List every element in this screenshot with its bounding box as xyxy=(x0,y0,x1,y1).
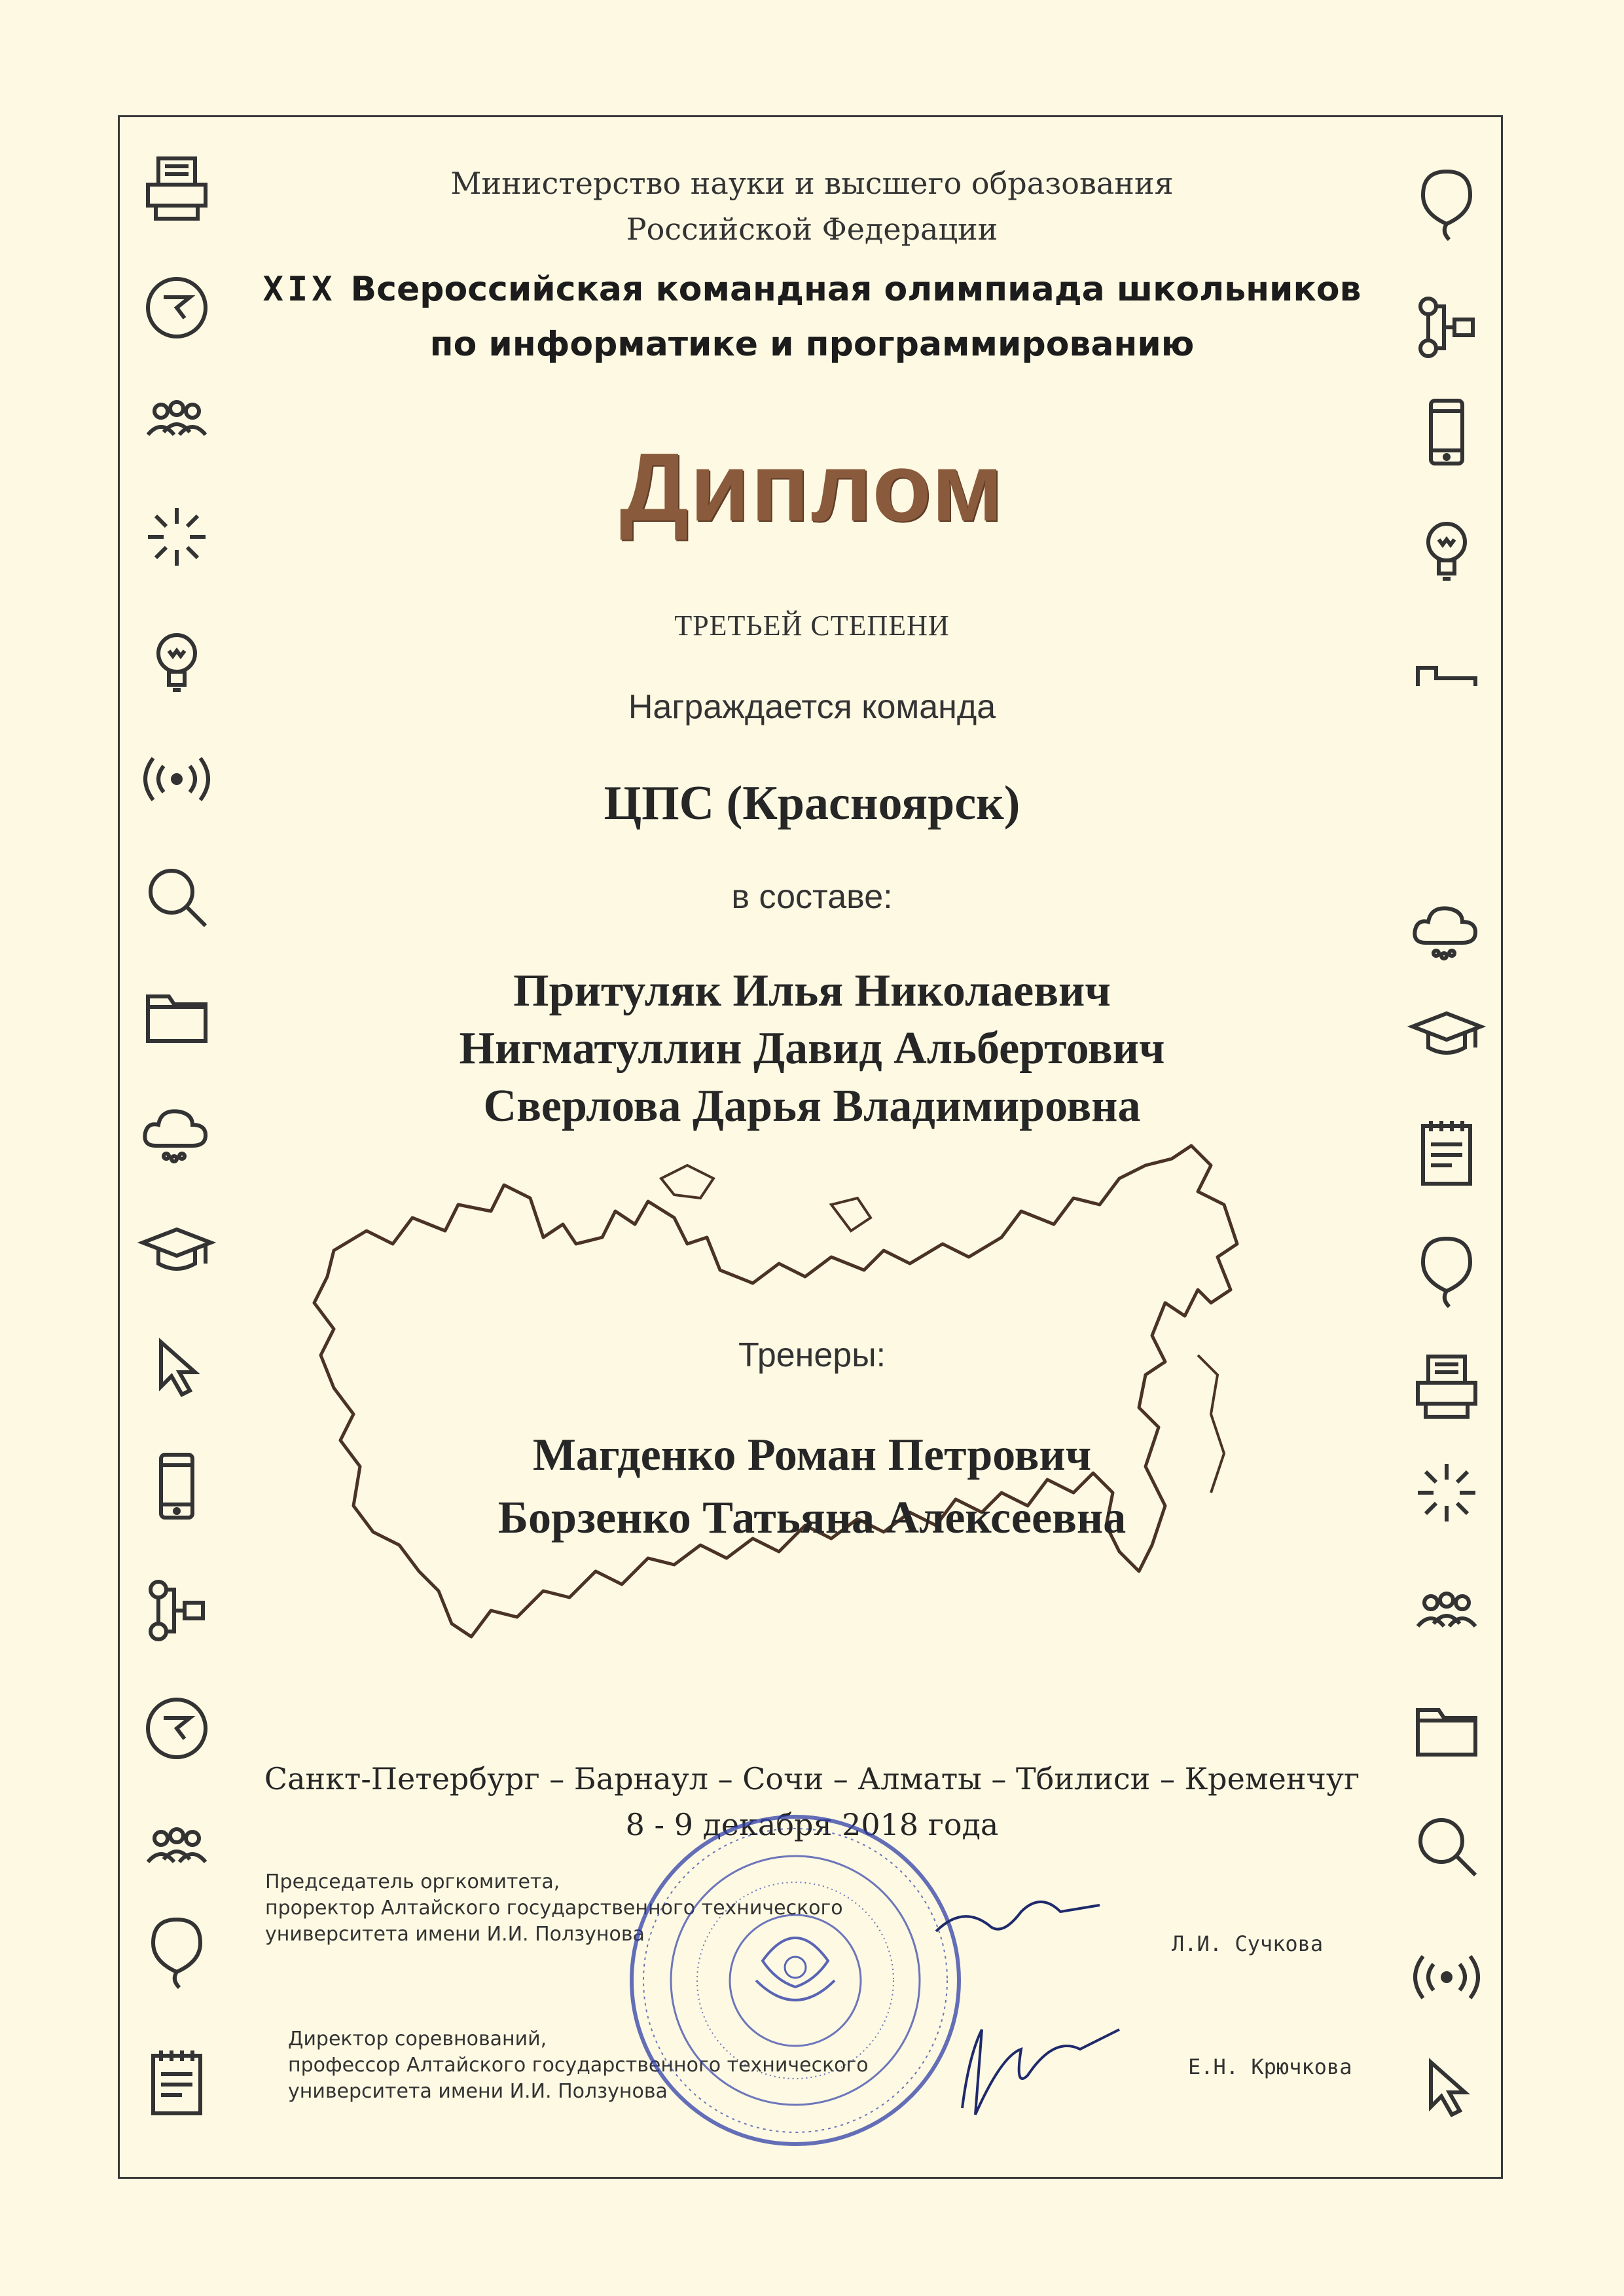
member-name: Притуляк Илья Николаевич xyxy=(513,966,1111,1016)
signature-2 xyxy=(936,2003,1132,2134)
olympiad-line2: по информатике и программированию xyxy=(429,325,1195,364)
role-line: Председатель оргкомитета, xyxy=(265,1870,560,1893)
composition-label: в составе: xyxy=(731,878,893,916)
role-line: университета имени И.И. Ползунова xyxy=(288,2080,668,2103)
coaches-label: Тренеры: xyxy=(738,1336,886,1374)
olympiad-title xyxy=(0,262,1624,372)
signature-1 xyxy=(929,1879,1126,1958)
network-nodes-icon xyxy=(137,1571,216,1650)
diploma-degree: ТРЕТЬЕЙ СТЕПЕНИ xyxy=(674,610,950,642)
chat-bubble-icon xyxy=(137,1689,216,1768)
member-name: Сверлова Дарья Владимировна xyxy=(483,1081,1141,1131)
signatory-2-name: Е.Н. Крючкова xyxy=(1188,2054,1352,2079)
role-line: проректор Алтайского государственного технического xyxy=(265,1897,843,1920)
event-dates: 8 - 9 декабря 2018 года xyxy=(625,1807,999,1842)
coach-name: Магденко Роман Петрович xyxy=(532,1430,1092,1480)
folder-icon xyxy=(1407,1689,1486,1768)
official-stamp xyxy=(625,1810,965,2151)
balloon-icon xyxy=(1407,1231,1486,1309)
graduation-cap-icon xyxy=(137,1211,216,1290)
awarded-label: Награждается команда xyxy=(628,688,996,726)
signatory-1-name: Л.И. Сучкова xyxy=(1172,1931,1324,1956)
people-group-icon xyxy=(1407,1571,1486,1650)
team-name: ЦПС (Красноярск) xyxy=(604,776,1020,830)
russia-map-outline xyxy=(295,1139,1276,1683)
role-line: Директор соревнований, xyxy=(288,2028,547,2050)
ministry-line1: Министерство науки и высшего образования xyxy=(450,166,1174,201)
coach-name: Борзенко Татьяна Алексеевна xyxy=(497,1493,1127,1543)
cursor-icon xyxy=(1407,2049,1486,2128)
wifi-signal-icon xyxy=(1407,1938,1486,2016)
role-line: университета имени И.И. Ползунова xyxy=(265,1923,645,1946)
team-members xyxy=(0,962,1624,1135)
coaches-list xyxy=(0,1424,1624,1550)
diploma-title: Диплом xyxy=(619,433,1005,541)
member-name: Нигматуллин Давид Альбертович xyxy=(459,1023,1165,1074)
role-line: профессор Алтайского государственного технического xyxy=(288,2054,869,2077)
balloon-icon xyxy=(137,1912,216,1990)
olympiad-roman-number: XIX xyxy=(262,270,336,309)
host-cities: Санкт-Петербург – Барнаул – Сочи – Алматы – Тбилиси – Кременчуг xyxy=(264,1761,1360,1796)
ministry-header xyxy=(0,160,1624,252)
notepad-icon xyxy=(137,2043,216,2121)
ministry-line2: Российской Федерации xyxy=(626,211,998,247)
olympiad-line1: Всероссийская командная олимпиада школьников xyxy=(350,270,1362,309)
